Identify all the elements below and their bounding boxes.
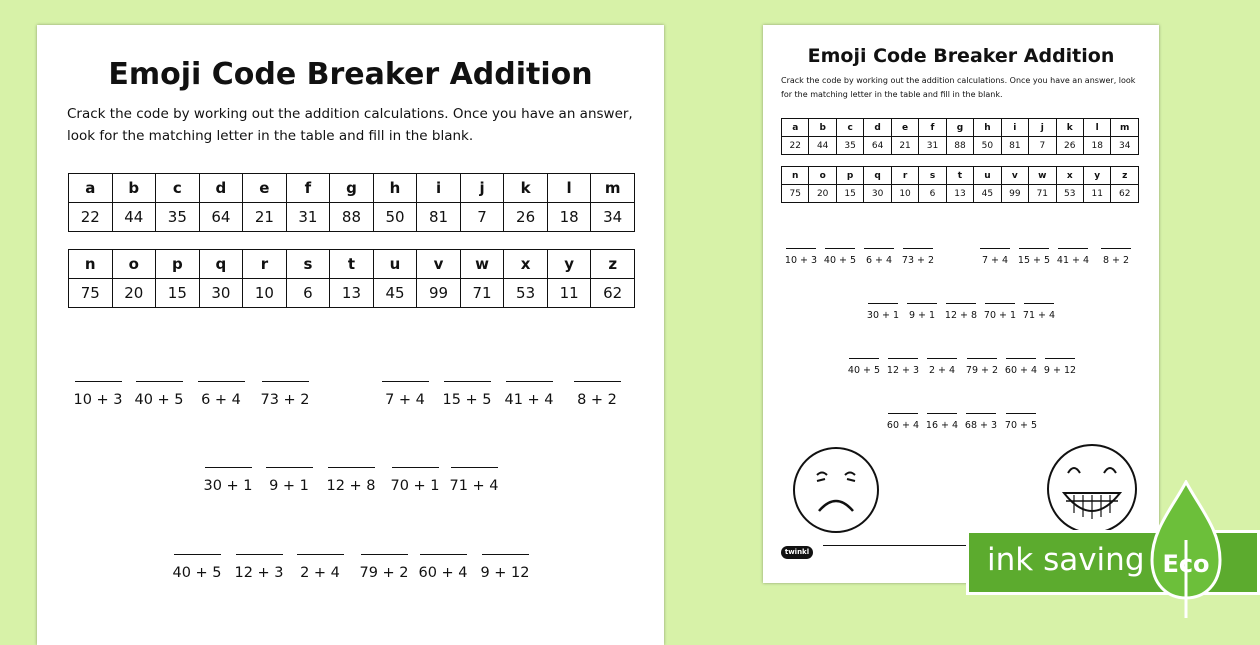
answer-blank[interactable] [927, 413, 957, 414]
problem: 60 + 4 [408, 554, 478, 581]
code-letter: j [460, 174, 504, 203]
answer-blank[interactable] [907, 303, 937, 304]
code-number: 6 [286, 279, 330, 308]
code-letter: s [286, 250, 330, 279]
answer-blank[interactable] [75, 381, 122, 382]
code-letter: r [243, 250, 287, 279]
code-letter: f [919, 119, 946, 137]
code-number: 26 [504, 203, 548, 232]
worksheet-full-page [763, 25, 1159, 583]
code-letter: v [417, 250, 461, 279]
code-number: 21 [243, 203, 287, 232]
answer-blank[interactable] [825, 248, 855, 249]
problem: 9 + 12 [470, 554, 540, 581]
code-letter: t [330, 250, 374, 279]
code-number: 45 [974, 185, 1001, 203]
code-letter: q [864, 167, 891, 185]
code-number: 88 [946, 137, 973, 155]
code-letter: x [1056, 167, 1083, 185]
code-letter: l [1083, 119, 1110, 137]
code-numbers-row [782, 185, 1139, 203]
code-number: 6 [919, 185, 946, 203]
answer-blank[interactable] [297, 554, 344, 555]
problem: 73 + 2 [896, 248, 940, 266]
problem: 40 + 5 [818, 248, 862, 266]
problem: 16 + 4 [920, 413, 964, 431]
code-letter: r [891, 167, 918, 185]
answer-blank[interactable] [451, 467, 498, 468]
problem: 71 + 4 [439, 467, 509, 494]
code-number: 7 [1029, 137, 1056, 155]
code-letter: e [243, 174, 287, 203]
code-number: 71 [460, 279, 504, 308]
code-table-a-m [781, 118, 1139, 155]
code-number: 30 [864, 185, 891, 203]
problem: 12 + 3 [224, 554, 294, 581]
answer-blank[interactable] [574, 381, 621, 382]
answer-blank[interactable] [174, 554, 221, 555]
code-letter: l [547, 174, 591, 203]
code-letter: f [286, 174, 330, 203]
worksheet-title: Emoji Code Breaker Addition [807, 45, 1115, 67]
code-number: 75 [69, 279, 113, 308]
code-number: 99 [417, 279, 461, 308]
problem: 68 + 3 [959, 413, 1003, 431]
answer-blank[interactable] [888, 413, 918, 414]
problem: 70 + 1 [380, 467, 450, 494]
worksheet-zoomed [37, 25, 664, 645]
problem: 12 + 8 [316, 467, 386, 494]
code-letter: w [460, 250, 504, 279]
code-number: 71 [1029, 185, 1056, 203]
code-number: 22 [782, 137, 809, 155]
answer-blank[interactable] [266, 467, 313, 468]
code-number: 13 [330, 279, 374, 308]
answer-blank[interactable] [1058, 248, 1088, 249]
answer-blank[interactable] [420, 554, 467, 555]
answer-blank[interactable] [888, 358, 918, 359]
problem: 15 + 5 [432, 381, 502, 408]
problem: 7 + 4 [973, 248, 1017, 266]
problem: 40 + 5 [162, 554, 232, 581]
code-number: 22 [69, 203, 113, 232]
problem: 40 + 5 [124, 381, 194, 408]
code-number: 35 [836, 137, 863, 155]
problem: 41 + 4 [494, 381, 564, 408]
code-letters-row [782, 119, 1139, 137]
answer-blank[interactable] [980, 248, 1010, 249]
code-letter: j [1029, 119, 1056, 137]
code-number: 45 [373, 279, 417, 308]
grinning-face-icon [1044, 441, 1140, 537]
code-letter: v [1001, 167, 1028, 185]
code-letter: b [112, 174, 156, 203]
code-number: 44 [112, 203, 156, 232]
answer-blank[interactable] [444, 381, 491, 382]
answer-blank[interactable] [328, 467, 375, 468]
code-number: 62 [1111, 185, 1139, 203]
code-letters-row [69, 174, 635, 203]
code-letter: p [156, 250, 200, 279]
problem: 70 + 5 [999, 413, 1043, 431]
problem: 7 + 4 [370, 381, 440, 408]
code-letter: o [112, 250, 156, 279]
code-letter: m [591, 174, 635, 203]
code-numbers-row [782, 137, 1139, 155]
answer-blank[interactable] [966, 413, 996, 414]
code-number: 10 [243, 279, 287, 308]
answer-blank[interactable] [985, 303, 1015, 304]
code-number: 81 [417, 203, 461, 232]
code-letter: h [974, 119, 1001, 137]
problem: 79 + 2 [349, 554, 419, 581]
answer-blank[interactable] [903, 248, 933, 249]
code-number: 15 [156, 279, 200, 308]
answer-blank[interactable] [198, 381, 245, 382]
problem: 10 + 3 [63, 381, 133, 408]
eco-label: Eco [1162, 550, 1210, 578]
problem: 8 + 2 [562, 381, 632, 408]
code-letter: i [417, 174, 461, 203]
code-number: 10 [891, 185, 918, 203]
code-letter: n [782, 167, 809, 185]
code-letter: z [1111, 167, 1139, 185]
code-number: 64 [864, 137, 891, 155]
code-number: 75 [782, 185, 809, 203]
problem: 60 + 4 [999, 358, 1043, 376]
code-number: 18 [1083, 137, 1110, 155]
code-number: 21 [891, 137, 918, 155]
problem: 79 + 2 [960, 358, 1004, 376]
code-letters-row [782, 167, 1139, 185]
code-number: 31 [919, 137, 946, 155]
problem: 30 + 1 [861, 303, 905, 321]
code-letter: e [891, 119, 918, 137]
code-number: 20 [112, 279, 156, 308]
answer-blank[interactable] [786, 248, 816, 249]
code-table-n-z [781, 166, 1139, 203]
code-number: 20 [809, 185, 836, 203]
answer-blank[interactable] [946, 303, 976, 304]
worksheet-title: Emoji Code Breaker Addition [108, 57, 593, 92]
answer-blank[interactable] [482, 554, 529, 555]
twinkl-logo: twinkl [781, 546, 813, 559]
code-letter: s [919, 167, 946, 185]
code-letter: p [836, 167, 863, 185]
code-letter: i [1001, 119, 1028, 137]
problem: 12 + 8 [939, 303, 983, 321]
answer-blank[interactable] [361, 554, 408, 555]
code-table-n-z [68, 249, 635, 308]
answer-blank[interactable] [205, 467, 252, 468]
code-letter: g [330, 174, 374, 203]
problem: 41 + 4 [1051, 248, 1095, 266]
code-number: 35 [156, 203, 200, 232]
problem: 30 + 1 [193, 467, 263, 494]
code-number: 15 [836, 185, 863, 203]
problem: 60 + 4 [881, 413, 925, 431]
code-letters-row [69, 250, 635, 279]
code-number: 50 [974, 137, 1001, 155]
code-letter: y [1083, 167, 1110, 185]
sad-face-icon [791, 445, 881, 535]
code-letter: c [836, 119, 863, 137]
code-letter: z [591, 250, 635, 279]
answer-blank[interactable] [1045, 358, 1075, 359]
code-number: 44 [809, 137, 836, 155]
code-number: 26 [1056, 137, 1083, 155]
problem: 15 + 5 [1012, 248, 1056, 266]
answer-blank[interactable] [392, 467, 439, 468]
answer-blank[interactable] [382, 381, 429, 382]
answer-blank[interactable] [136, 381, 183, 382]
code-letter: a [69, 174, 113, 203]
problem: 9 + 1 [254, 467, 324, 494]
answer-blank[interactable] [1019, 248, 1049, 249]
answer-blank[interactable] [1006, 358, 1036, 359]
problem: 2 + 4 [285, 554, 355, 581]
code-letter: n [69, 250, 113, 279]
answer-blank[interactable] [967, 358, 997, 359]
code-number: 13 [946, 185, 973, 203]
code-letter: k [504, 174, 548, 203]
code-number: 34 [1111, 137, 1139, 155]
problem: 10 + 3 [779, 248, 823, 266]
code-number: 81 [1001, 137, 1028, 155]
code-letter: u [974, 167, 1001, 185]
code-letter: y [547, 250, 591, 279]
problem: 9 + 1 [900, 303, 944, 321]
code-letter: k [1056, 119, 1083, 137]
answer-blank[interactable] [1006, 413, 1036, 414]
code-table-a-m [68, 173, 635, 232]
code-letter: q [199, 250, 243, 279]
answer-blank[interactable] [864, 248, 894, 249]
code-letter: h [373, 174, 417, 203]
code-letter: c [156, 174, 200, 203]
code-number: 99 [1001, 185, 1028, 203]
code-number: 88 [330, 203, 374, 232]
code-number: 11 [547, 279, 591, 308]
code-letter: g [946, 119, 973, 137]
answer-blank[interactable] [1024, 303, 1054, 304]
ink-saving-label: ink saving [987, 542, 1145, 578]
code-letter: w [1029, 167, 1056, 185]
code-number: 7 [460, 203, 504, 232]
code-number: 53 [1056, 185, 1083, 203]
code-numbers-row [69, 203, 635, 232]
code-number: 34 [591, 203, 635, 232]
code-letter: o [809, 167, 836, 185]
code-number: 31 [286, 203, 330, 232]
code-letter: a [782, 119, 809, 137]
problem: 70 + 1 [978, 303, 1022, 321]
answer-blank[interactable] [236, 554, 283, 555]
problem: 6 + 4 [186, 381, 256, 408]
code-number: 64 [199, 203, 243, 232]
problem: 8 + 2 [1094, 248, 1138, 266]
code-letter: d [864, 119, 891, 137]
problem: 71 + 4 [1017, 303, 1061, 321]
worksheet-instructions: Crack the code by working out the addition calculations. Once you have an answer, look for the matching letter in the table and fill in the blank. [781, 76, 1136, 99]
problem: 2 + 4 [920, 358, 964, 376]
answer-blank[interactable] [849, 358, 879, 359]
eco-leaf-icon [1150, 480, 1222, 620]
answer-blank[interactable] [868, 303, 898, 304]
code-letter: m [1111, 119, 1139, 137]
answer-blank[interactable] [506, 381, 553, 382]
code-letter: t [946, 167, 973, 185]
problem: 73 + 2 [250, 381, 320, 408]
code-number: 18 [547, 203, 591, 232]
code-letter: x [504, 250, 548, 279]
problem: 6 + 4 [857, 248, 901, 266]
code-number: 62 [591, 279, 635, 308]
code-number: 30 [199, 279, 243, 308]
code-number: 11 [1083, 185, 1110, 203]
code-letter: d [199, 174, 243, 203]
code-number: 50 [373, 203, 417, 232]
problem: 40 + 5 [842, 358, 886, 376]
code-numbers-row [69, 279, 635, 308]
code-number: 53 [504, 279, 548, 308]
answer-blank[interactable] [1101, 248, 1131, 249]
code-letter: b [809, 119, 836, 137]
answer-blank[interactable] [262, 381, 309, 382]
answer-blank[interactable] [927, 358, 957, 359]
code-letter: u [373, 250, 417, 279]
worksheet-instructions: Crack the code by working out the addition calculations. Once you have an answer, look for the matching letter in the table and fill in the blank. [67, 106, 633, 144]
problem: 12 + 3 [881, 358, 925, 376]
problem: 9 + 12 [1038, 358, 1082, 376]
